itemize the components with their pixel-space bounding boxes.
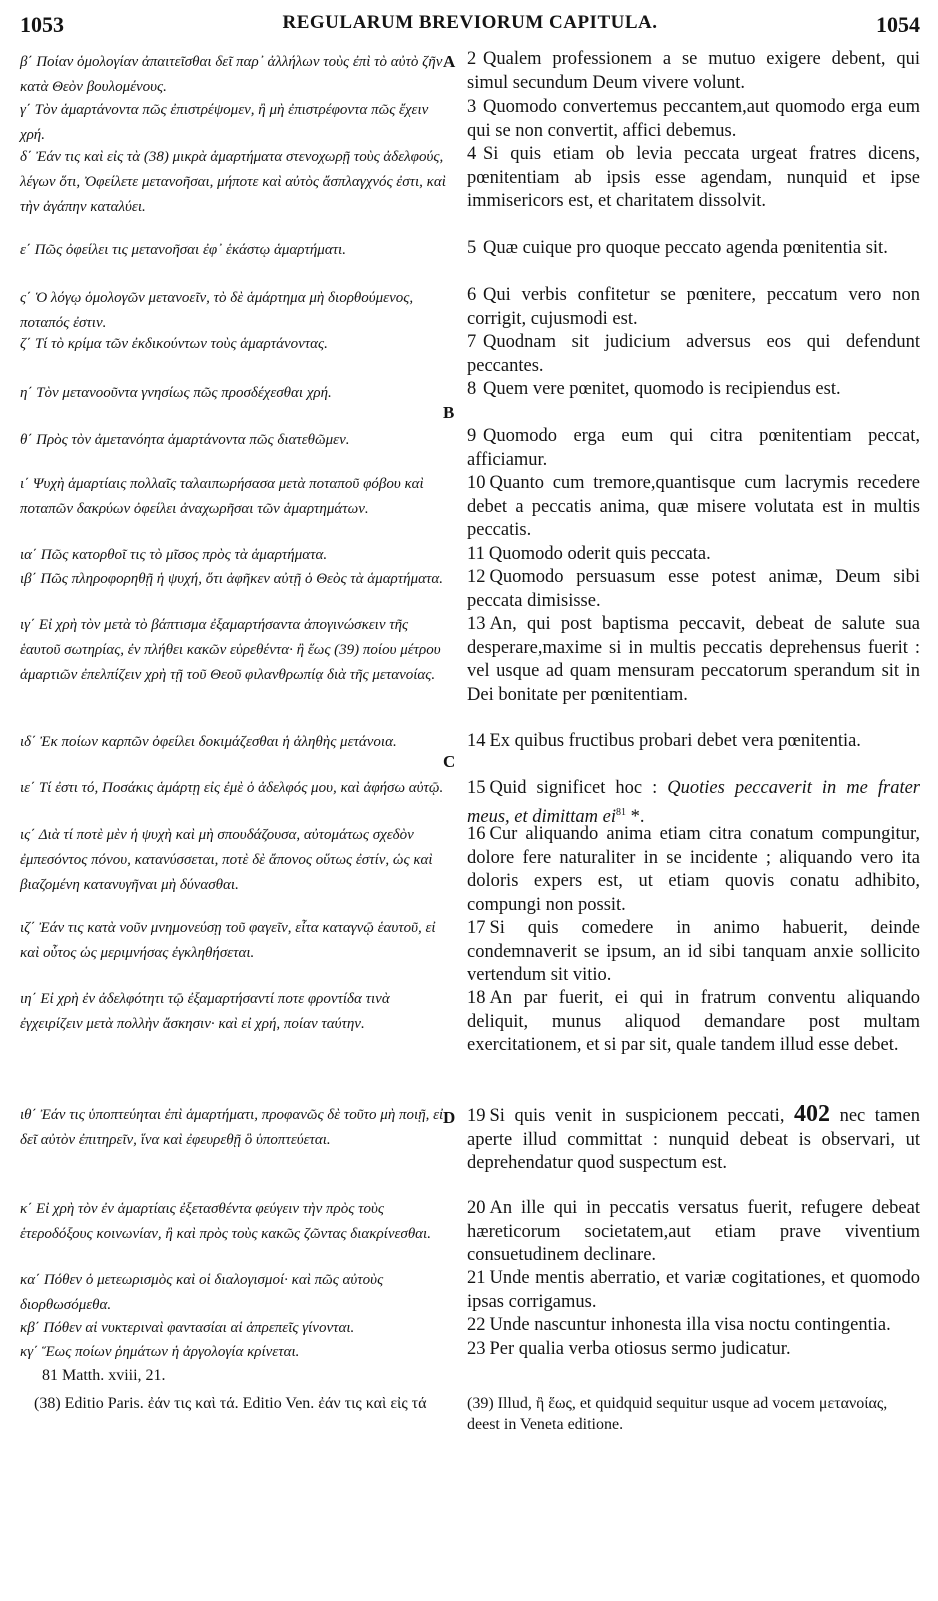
greek-chapter-5: ε΄ Πῶς ὀφείλει τις μετανοῆσαι ἐφ᾽ ἑκάστῳ ἁμαρτήματι.: [20, 242, 346, 258]
latin-chapter-9: [467, 425, 920, 472]
left-page-number: 1053: [20, 12, 64, 37]
greek-chapter-23: κγ΄ Ἕως ποίων ῥημάτων ἡ ἀργολογία κρίνεται.: [20, 1344, 300, 1360]
greek-chapter-12: ιβ΄ Πῶς πληροφορηθῇ ἡ ψυχή, ὅτι ἀφῆκεν αὐτῇ ὁ Θεὸς τὰ ἁμαρτήματα.: [20, 571, 443, 587]
page-header: [20, 12, 920, 42]
chapter-number: 15: [467, 778, 486, 798]
chapter-text: Quomodo erga eum qui citra pœnitentiam peccat, afficiamur.: [467, 426, 920, 470]
chapter-number: 6: [467, 285, 477, 305]
chapter-text: Unde mentis aberratio, et variæ cogitationes, et quomodo ipsas corrigamus.: [467, 1268, 920, 1312]
right-page-number: 1054: [876, 12, 920, 37]
chapter-number: 21: [467, 1268, 486, 1288]
greek-chapter-16: ις΄ Διὰ τί ποτὲ μὲν ἡ ψυχὴ καὶ μὴ σπουδάζουσα, αὐτομάτως σχεδὸν ἐμπεσόντος πόνου, κατανύσσεται, ποτὲ δὲ ἄπονος οὕτως ἐστίν, ὡς καὶ βιαζομένη κατανυγῆναι μὴ δύνασθαι.: [20, 827, 433, 893]
latin-chapter-19: [467, 1103, 920, 1176]
chapter-number: 23: [467, 1339, 486, 1359]
chapter-number: 19: [467, 1106, 486, 1126]
greek-chapter-22: κβ΄ Πόθεν αἱ νυκτεριναὶ φαντασίαι αἱ ἀπρεπεῖς γίνονται.: [20, 1320, 355, 1336]
chapter-text: Si quis etiam ob levia peccata urgeat fratres dicens, pœnitentiam ab ipsis esse agendam, nunquid et ipse immisericors est, et charitatem dissolvit.: [467, 144, 920, 211]
chapter-text: An ille qui in peccatis versatus fuerit, refugere debeat hæreticorum societatem,aut etiam prave viventium consuetudinem declinare.: [467, 1198, 920, 1265]
greek-chapter-18: ιη΄ Εἰ χρὴ ἐν ἀδελφότητι τῷ ἐξαμαρτήσαντί ποτε φροντίδα τινὰ ἐγχειρίζειν μετὰ πολλὴν ἄσκησιν· καὶ εἰ χρή, ποίαν ταύτην.: [20, 991, 390, 1032]
chapter-text-tail: nec tamen aperte illud committat : nunquid debeat is observari, ut deprehendatur quod suspectum est.: [467, 1106, 921, 1173]
chapter-number: 5: [467, 238, 477, 258]
greek-chapter-17: ιζ΄ Ἐάν τις κατὰ νοῦν μνημονεύσῃ τοῦ φαγεῖν, εἶτα καταγνῷ ἑαυτοῦ, εἰ καὶ οὗτος ὡς μεριμνήσας ἐγκληθήσεται.: [20, 920, 436, 961]
latin-chapter-15: [467, 777, 920, 829]
latin-chapter-21: [467, 1267, 920, 1314]
chapter-text: Unde nascuntur inhonesta illa visa noctu contingentia.: [489, 1315, 891, 1335]
greek-chapter-21: κα΄ Πόθεν ὁ μετεωρισμὸς καὶ οἱ διαλογισμοί· καὶ πῶς αὐτοὺς διορθωσόμεθα.: [20, 1272, 384, 1313]
greek-chapter-4: δ΄ Ἐάν τις καὶ εἰς τὰ (38) μικρὰ ἁμαρτήματα στενοχωρῇ τοὺς ἀδελφούς, λέγων ὅτι, Ὀφείλετε μετανοῆσαι, μήποτε καὶ αὐτὸς ἄσπλαγχνός ἐστι, καὶ τὴν ἀγάπην καταλύει.: [20, 149, 446, 215]
latin-chapter-13: [467, 613, 920, 707]
column-number: 402: [794, 1101, 831, 1127]
latin-chapter-4: [467, 143, 920, 214]
latin-chapter-3: [467, 96, 920, 143]
chapter-text: An par fuerit, ei qui in fratrum conventu aliquando deliquit, munus aliquod demandare post multam exercitationem, et si par sit, quale tandem illud esse debet.: [467, 988, 920, 1055]
latin-chapter-10: [467, 472, 920, 543]
latin-chapter-7: [467, 331, 920, 378]
footnote-38: (38) Editio Paris. ἐάν τις καὶ τά. Editio Ven. ἐάν τις καὶ εἰς τά: [34, 1395, 427, 1412]
footnote-ref: 81: [616, 806, 627, 818]
chapter-text: Ex quibus fructibus probari debet vera pœnitentia.: [489, 731, 861, 751]
chapter-text: Quanto cum tremore,quantisque cum lacrymis recedere debet a peccatis anima, quæ misere volutata est in multis peccatis.: [467, 473, 920, 540]
latin-chapter-18: [467, 987, 920, 1058]
chapter-number: 7: [467, 332, 477, 352]
chapter-text: Quem vere pœnitet, quomodo is recipiendus est.: [483, 379, 841, 399]
margin-letter-d: D: [443, 1108, 456, 1127]
latin-chapter-8: [467, 378, 920, 402]
latin-chapter-22: [467, 1314, 920, 1338]
greek-chapter-14: ιδ΄ Ἐκ ποίων καρπῶν ὀφείλει δοκιμάζεσθαι ἡ ἀληθὴς μετάνοια.: [20, 734, 397, 750]
margin-letter-c: C: [443, 752, 456, 771]
chapter-text: Si quis comedere in animo habuerit, deinde condemnaverit se ipsum, an id sibi tanquam anxie sollicito vertendum sit vitio.: [467, 918, 920, 985]
chapter-text: Quomodo convertemus peccantem,aut quomodo erga eum qui se non convertit, affici debemus.: [467, 97, 920, 141]
chapter-text: Per qualia verba otiosus sermo judicatur.: [489, 1339, 791, 1359]
latin-chapter-20: [467, 1197, 920, 1268]
latin-chapter-16: [467, 823, 920, 917]
chapter-number: 4: [467, 144, 477, 164]
scripture-quote: Quoties peccaverit in me frater meus, et dimittam ei: [467, 778, 920, 827]
latin-chapter-23: [467, 1338, 920, 1362]
greek-chapter-10: ι΄ Ψυχὴ ἁμαρτίαις πολλαῖς ταλαιπωρήσασα μετὰ ποταποῦ φόβου καὶ ποταπῶν δακρύων ὀφείλει ἀναχωρῆσαι τῶν ἁμαρτημάτων.: [20, 476, 424, 517]
greek-chapter-19: ιθ΄ Ἐάν τις ὑποπτεύηται ἐπὶ ἁμαρτήματι, προφανῶς δὲ τοῦτο μὴ ποιῇ, εἰ δεῖ αὐτὸν ἐπιτηρεῖν, ἵνα καὶ ἐφευρεθῇ ὃ ὑποπτεύεται.: [20, 1107, 444, 1148]
chapter-number: 10: [467, 473, 486, 493]
latin-chapter-6: [467, 284, 920, 331]
chapter-number: 2: [467, 49, 477, 69]
chapter-text: Cur aliquando anima etiam citra conatum compungitur, dolore fere naturaliter in se incidente ; aliquando vero ita doloris expers est, ut etiam quovis conatu adhibito, compungi non possit.: [467, 824, 920, 915]
greek-chapter-13: ιγ΄ Εἰ χρὴ τὸν μετὰ τὸ βάπτισμα ἐξαμαρτήσαντα ἀπογινώσκειν τῆς ἑαυτοῦ σωτηρίας, ἐν πλήθει κακῶν εὑρεθέντα· ἢ ἕως (39) ποίου μέτρου ἁμαρτιῶν ἐπελπίζειν χρὴ τῇ τοῦ Θεοῦ φιλανθρωπίᾳ διὰ τῆς μετανοίας.: [20, 617, 441, 683]
latin-chapter-14: [467, 730, 920, 754]
chapter-text: Quomodo persuasum esse potest animæ, Deum sibi peccata dimisisse.: [467, 567, 920, 611]
chapter-text-tail: *.: [626, 806, 645, 827]
chapter-number: 14: [467, 731, 486, 751]
latin-chapter-17: [467, 917, 920, 988]
chapter-number: 17: [467, 918, 486, 938]
chapter-text: Quomodo oderit quis peccata.: [488, 544, 711, 564]
margin-letter-b: B: [443, 403, 455, 422]
greek-chapter-20: κ΄ Εἰ χρὴ τὸν ἐν ἁμαρτίαις ἐξετασθέντα φεύγειν τὴν πρὸς τοὺς ἑτεροδόξους κοινωνίαν, ἢ καὶ πρὸς τοὺς κακῶς ζῶντας διακρίνεσθαι.: [20, 1201, 431, 1242]
footnote-81: 81 Matth. xviii, 21.: [42, 1367, 166, 1384]
greek-chapter-2: β΄ Ποίαν ὁμολογίαν ἀπαιτεῖσθαι δεῖ παρ᾽ ἀλλήλων τοὺς ἐπὶ τὸ αὐτὸ ζῆν κατὰ Θεὸν βουλομένους.: [20, 54, 443, 95]
greek-chapter-3: γ΄ Τὸν ἁμαρτάνοντα πῶς ἐπιστρέψομεν, ἢ μὴ ἐπιστρέφοντα πῶς ἔχειν χρή.: [20, 102, 429, 143]
chapter-number: 11: [467, 544, 485, 564]
greek-chapter-15: ιε΄ Τί ἐστι τό, Ποσάκις ἁμάρτῃ εἰς ἐμὲ ὁ ἀδελφός μου, καὶ ἀφήσω αὐτῷ.: [20, 780, 444, 796]
chapter-number: 16: [467, 824, 486, 844]
chapter-number: 13: [467, 614, 486, 634]
chapter-text: Qui verbis confitetur se pœnitere, peccatum vero non corrigit, cujusmodi est.: [467, 285, 920, 329]
chapter-number: 8: [467, 379, 477, 399]
chapter-text: Si quis venit in suspicionem peccati,: [489, 1106, 785, 1126]
latin-chapter-11: [467, 543, 920, 567]
chapter-number: 20: [467, 1198, 486, 1218]
latin-chapter-12: [467, 566, 920, 613]
chapter-text: Quodnam sit judicium adversus eos qui defendunt peccantes.: [467, 332, 920, 376]
latin-chapter-2: [467, 48, 920, 95]
chapter-number: 9: [467, 426, 477, 446]
greek-chapter-9: θ΄ Πρὸς τὸν ἀμετανόητα ἁμαρτάνοντα πῶς διατεθῶμεν.: [20, 432, 350, 448]
chapter-text: An, qui post baptisma peccavit, debeat de salute sua desperare,maxime si in multis peccatis deprehensus fuerit : vel usque ad quam mensuram peccatorum sperandum sit in Dei bonitate per pœnitentiam.: [467, 614, 920, 705]
chapter-text: Qualem professionem a se mutuo exigere debent, qui simul secundum Deum vivere volunt.: [467, 49, 920, 93]
chapter-number: 12: [467, 567, 486, 587]
greek-chapter-7: ζ΄ Τί τὸ κρίμα τῶν ἐκδικούντων τοὺς ἁμαρτάνοντας.: [20, 336, 328, 352]
footnote-39: (39) Illud, ἢ ἕως, et quidquid sequitur usque ad vocem μετανοίας, deest in Veneta editione.: [467, 1395, 888, 1433]
chapter-number: 18: [467, 988, 486, 1008]
chapter-number: 3: [467, 97, 477, 117]
greek-chapter-6: ς΄ Ὁ λόγῳ ὁμολογῶν μετανοεῖν, τὸ δὲ ἁμάρτημα μὴ διορθούμενος, ποταπός ἐστιν.: [20, 290, 414, 331]
latin-chapter-5: [467, 237, 920, 261]
chapter-text: Quid significet hoc :: [489, 778, 658, 798]
chapter-number: 22: [467, 1315, 486, 1335]
running-title: REGULARUM BREVIORUM CAPITULA.: [282, 12, 658, 33]
greek-chapter-8: η΄ Τὸν μετανοοῦντα γνησίως πῶς προσδέχεσθαι χρή.: [20, 385, 332, 401]
chapter-text: Quæ cuique pro quoque peccato agenda pœnitentia sit.: [483, 238, 888, 258]
margin-letter-a: A: [443, 52, 456, 71]
greek-chapter-11: ια΄ Πῶς κατορθοῖ τις τὸ μῖσος πρὸς τὰ ἁμαρτήματα.: [20, 547, 328, 563]
